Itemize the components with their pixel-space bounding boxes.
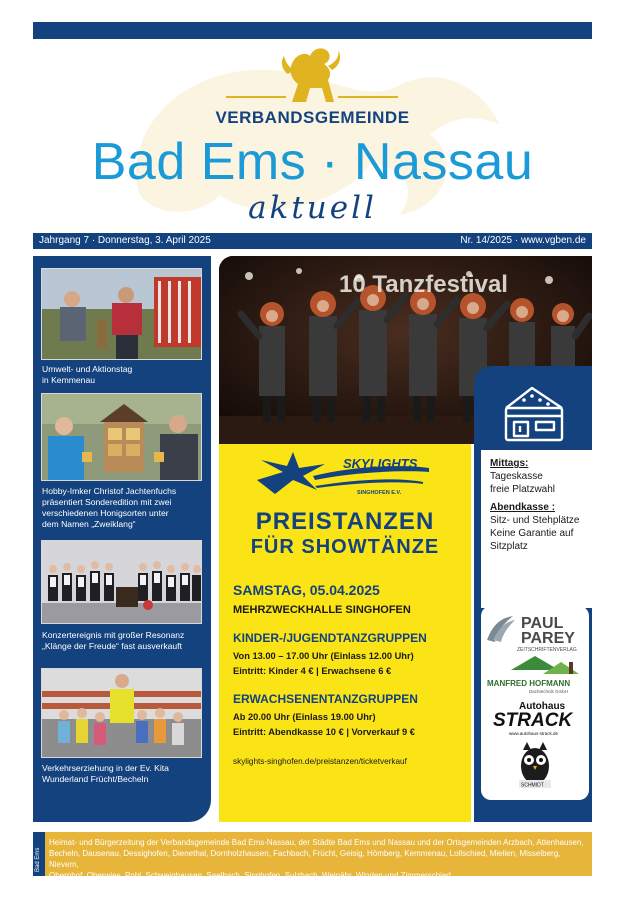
caption-line: Hobby-Imker Christof Jachtenfuchs <box>42 486 177 496</box>
footer-bar <box>33 832 592 880</box>
caption-line: Verkehrserziehung in der Ev. Kita <box>42 763 169 773</box>
footer-text <box>49 837 589 881</box>
festival-banner-text: 10 Tanzfestival <box>339 271 508 298</box>
sponsor3-line1: Autohaus <box>519 701 566 712</box>
evening-line2: Keine Garantie auf <box>490 528 574 539</box>
story-photo-beekeeper[interactable] <box>41 393 202 481</box>
group1-time: Von 13.00 – 17.00 Uhr (Einlass 12.00 Uhr) <box>233 651 414 661</box>
story-caption-beekeeper[interactable] <box>42 486 203 530</box>
footer-line: Heimat- und Bürgerzeitung der Verbandsgemeinde Bad Ems-Nassau, der Städte Bad Ems und Nassau und der Ortsgemeinden Arzbach, Attenhausen, <box>49 838 584 847</box>
footer-line: Obernhof, Oberwies, Pohl, Schweighausen, Seelbach, Singhofen, Sulzbach, Weinähr, Winden und Zimmerschied <box>49 871 451 880</box>
caption-line: „Klänge der Freude“ fast ausverkauft <box>42 641 182 651</box>
group2-time: Ab 20.00 Uhr (Einlass 19.00 Uhr) <box>233 712 376 722</box>
midday-line2: freie Platzwahl <box>490 484 556 495</box>
story-caption-traffic-education[interactable] <box>42 763 203 785</box>
sponsor-logos <box>481 606 589 800</box>
group1-price: Eintritt: Kinder 4 € | Erwachsene 6 € <box>233 666 392 676</box>
footer-line: Becheln, Dausenau, Dessighofen, Dienethal, Dornholzhausen, Fachbach, Frücht, Geisig, Hömberg, Kemmenau, Lollschied, Miellen, Misselberg, Nievern, <box>49 849 561 869</box>
sponsor3-line2: STRACK <box>493 710 573 731</box>
event-venue: MEHRZWECKHALLE SINGHOFEN <box>233 604 411 616</box>
story-photo-concert[interactable] <box>41 540 202 624</box>
skylights-logo-icon[interactable] <box>253 450 433 496</box>
caption-line: präsentiert Sonderedition mit zwei <box>42 497 172 507</box>
ticket-url[interactable]: skylights-singhofen.de/preistanzen/ticketverkauf <box>233 757 407 766</box>
masthead-subtitle: aktuell <box>248 190 377 226</box>
sponsor2-sub: Dachtechnik GmbH <box>529 689 569 694</box>
hofmann-logo-icon[interactable] <box>483 652 587 696</box>
group1-title: KINDER-/JUGENDTANZGRUPPEN <box>233 631 427 645</box>
masthead-title: Bad Ems · Nassau <box>91 133 534 191</box>
event-feature <box>219 256 592 822</box>
verbandsgemeinde-label: VERBANDSGEMEINDE <box>215 108 410 127</box>
group2-title: ERWACHSENENTANZGRUPPEN <box>233 692 418 706</box>
issue-info-bar <box>33 233 592 249</box>
headline-showtaenze: FÜR SHOWTÄNZE <box>250 536 440 558</box>
skylights-subline: SINGHOFEN E.V. <box>357 490 402 496</box>
footer-tab <box>33 832 45 876</box>
news-column <box>33 256 211 822</box>
sponsored-by-label: Sponsored by <box>505 587 568 598</box>
gold-rule-left <box>226 96 286 98</box>
sponsor4-name: SCHMIDT <box>521 782 544 789</box>
paul-parey-logo-icon[interactable] <box>483 610 587 654</box>
owl-logo-icon[interactable] <box>515 742 555 790</box>
midday-line1: Tageskasse <box>490 471 543 482</box>
caption-line: dem Namen „Zweiklang“ <box>42 519 136 529</box>
caption-line: Wunderland Frücht/Becheln <box>42 774 149 784</box>
caption-line: in Kemmenau <box>42 375 96 385</box>
gold-rule-right <box>338 96 398 98</box>
sponsor1-line1: PAUL <box>521 615 564 632</box>
event-poster <box>219 444 471 822</box>
evening-line3: Sitzplatz <box>490 541 528 552</box>
caption-line: Konzertereignis mit großer Resonanz <box>42 630 185 640</box>
group2-price: Eintritt: Abendkasse 10 € | Vorverkauf 9 € <box>233 727 415 737</box>
sponsor1-sub: ZEITSCHRIFTENVERLAG <box>517 647 577 653</box>
headline-preistanzen: PREISTANZEN <box>255 508 435 535</box>
ticket-booth-icon <box>498 382 568 446</box>
story-photo-environment-day[interactable] <box>41 268 202 360</box>
story-caption-environment-day[interactable] <box>42 364 203 386</box>
evening-title: Abendkasse : <box>490 502 556 513</box>
story-caption-concert[interactable] <box>42 630 203 652</box>
sponsor2-name: MANFRED HOFMANN <box>487 679 571 688</box>
midday-title: Mittags: <box>490 458 529 469</box>
top-bar <box>33 22 592 39</box>
sponsor3-sub: www.autohaus-strack.de <box>509 731 559 736</box>
sponsor1-line2: PAREY <box>521 630 575 647</box>
evening-line1: Sitz- und Stehplätze <box>490 515 580 526</box>
issue-number-website[interactable]: Nr. 14/2025 · www.vgben.de <box>460 235 586 246</box>
footer-tab-label: Bad Ems <box>35 847 41 872</box>
issue-date: Jahrgang 7 · Donnerstag, 3. April 2025 <box>39 235 211 246</box>
caption-line: Umwelt- und Aktionstag <box>42 364 133 374</box>
strack-logo-icon[interactable] <box>483 698 587 738</box>
lion-crest-icon <box>278 44 344 106</box>
caption-line: verschiedenen Honigsorten unter <box>42 508 169 518</box>
skylights-wordmark: SKYLIGHTS <box>343 456 418 471</box>
event-date: SAMSTAG, 05.04.2025 <box>233 582 380 598</box>
story-photo-traffic-education[interactable] <box>41 668 202 758</box>
